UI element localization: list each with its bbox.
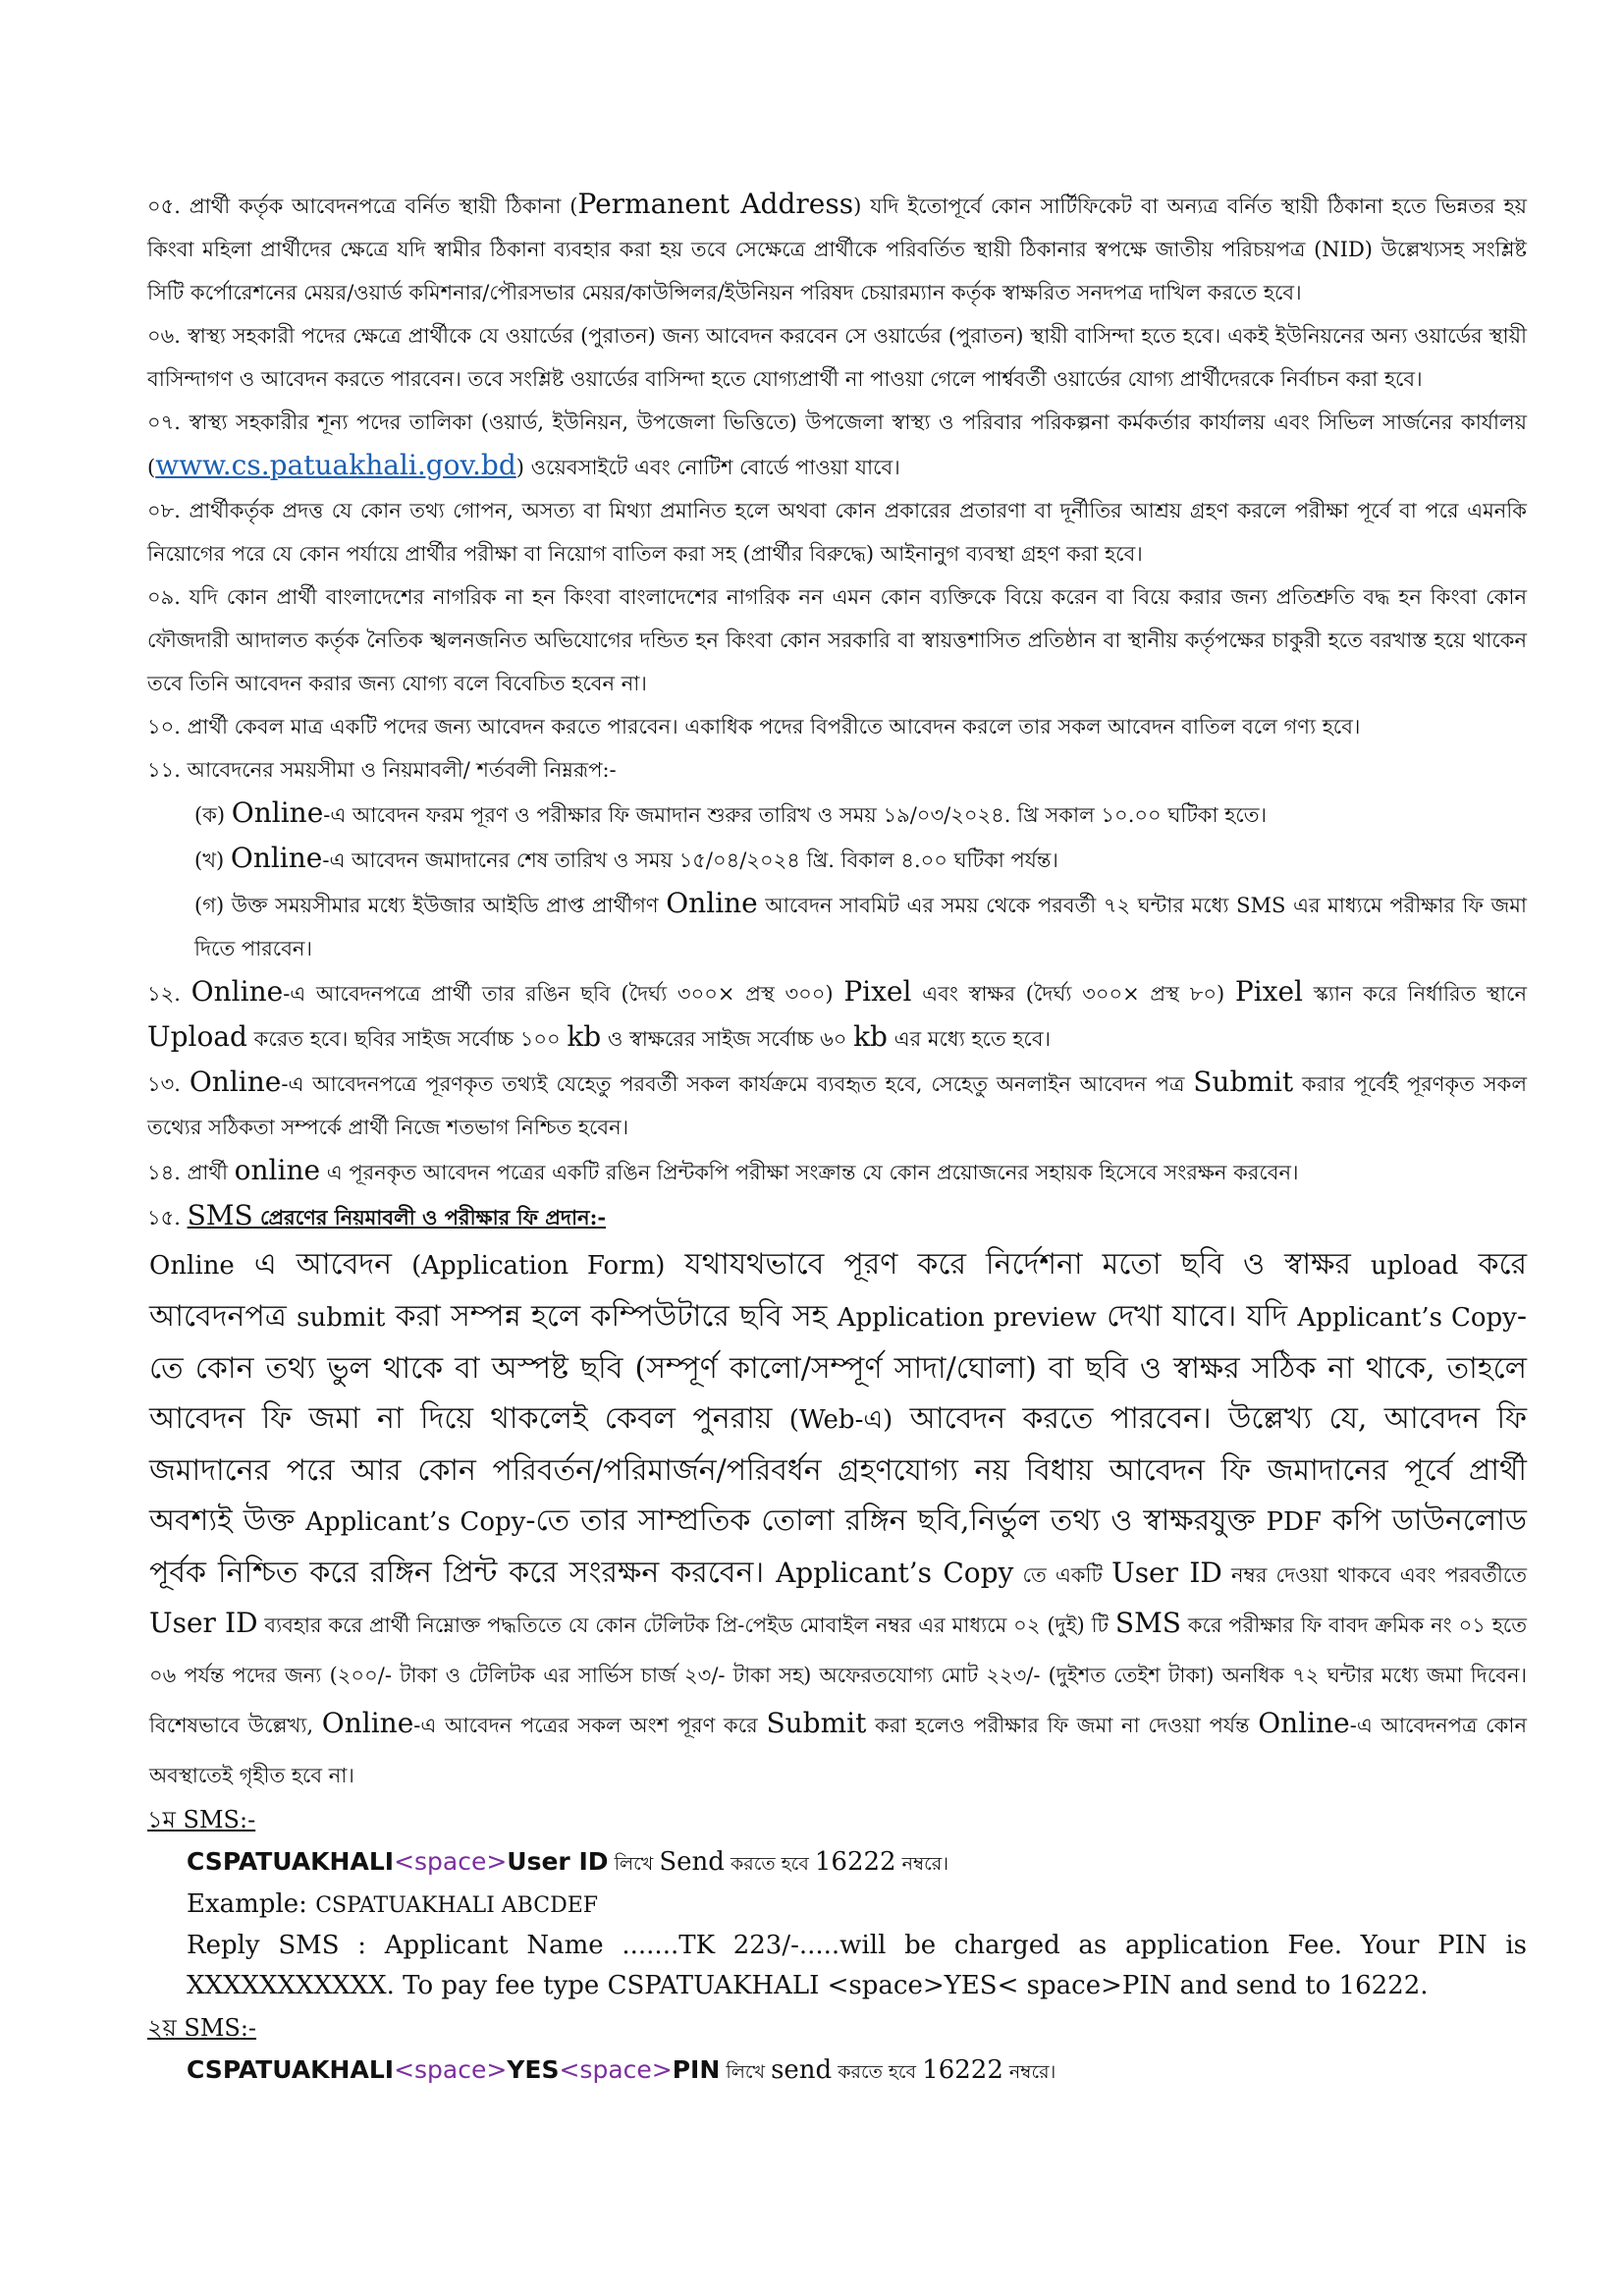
clause-11-kha-label: (খ) [194, 848, 231, 872]
clause-14 [147, 1149, 1527, 1194]
clause-15-num: ১৫. [147, 1206, 188, 1230]
clause-11-title: ১১. আবেদনের সময়সীমা ও নিয়মাবলী/ শর্তবলী নিম্নরূপ:- [147, 758, 617, 782]
sms1-keyword: CSPATUAKHALI [187, 1847, 395, 1876]
clause-12-num: ১২. [147, 982, 191, 1006]
clause-11-ka [147, 792, 1527, 837]
clause-05-text: ০৫. প্রার্থী কর্তৃক আবেদনপত্রে বর্নিত স্থায়ী ঠিকানা ( [147, 194, 578, 218]
body-latin-1: Online [149, 1251, 235, 1281]
clause-06: ০৬. স্বাস্থ্য সহকারী পদের ক্ষেত্রে প্রার্থীকে যে ওয়ার্ডের (পুরাতন) জন্য আবেদন করবেন সে ওয়ার্ডের (পুরাতন) স্থায়ী বাসিন্দা হতে হবে। একই ইউনিয়নের অন্য ওয়ার্ডের স্থায়ী বাসিন্দাগণ ও আবেদন করতে পারবেন। তবে সংশ্লিষ্ট ওয়ার্ডের বাসিন্দা হতে যোগ্যপ্রার্থী না পাওয়া গেলে পার্শ্ববর্তী ওয়ার্ডের যোগ্য প্রার্থীদেরকে নির্বাচন করা হবে। [147, 324, 1527, 391]
clause-15-title-text: প্রেরণের নিয়মাবলী ও পরীক্ষার ফি প্রদান:- [252, 1205, 607, 1230]
sms2-command [187, 2050, 1527, 2093]
clause-12-text-4: করেত হবে। ছবির সাইজ সর্বোচ্চ ১০০ [246, 1027, 568, 1051]
body-online-2: Online [1258, 1707, 1350, 1739]
body-latin-3: upload [1370, 1251, 1459, 1281]
body-latin-4: submit [297, 1303, 386, 1333]
clause-12-text-3: স্ক্যান করে নির্ধারিত স্থানে [1303, 982, 1528, 1006]
clause-12-kb-1: kb [567, 1020, 602, 1053]
sms1-example [187, 1885, 1527, 1926]
sms2-heading-num: ২য় [147, 2014, 185, 2042]
clause-05-latin: Permanent Address [577, 188, 854, 220]
body-online-1: Online [321, 1707, 414, 1739]
sms1-command [187, 1841, 1527, 1885]
sms1-number: 16222 [814, 1847, 896, 1877]
sms1-example-value: CSPATUAKHALI ABCDEF [315, 1893, 599, 1918]
sms2-heading-sms: SMS [184, 2014, 241, 2042]
clause-15-body [147, 1239, 1527, 1798]
clause-14-online: online [234, 1154, 321, 1186]
body-latin-6: Applicant’s Copy [1297, 1303, 1517, 1333]
clause-12 [147, 970, 1527, 1061]
sms2-text-1: লিখে [720, 2061, 772, 2083]
clause-11-ka-label: (ক) [194, 803, 232, 827]
sms1-text-1: লিখে [608, 1853, 660, 1875]
clause-15-sms: SMS [187, 1199, 253, 1231]
sms2-heading-colon: :- [240, 2014, 257, 2042]
sms2-block [147, 2050, 1527, 2093]
clause-12-text-5: ও স্বাক্ষরের সাইজ সর্বোচ্চ ৬০ [601, 1027, 854, 1051]
sms1-send: Send [659, 1847, 725, 1877]
body-latin-5: Application preview [837, 1303, 1097, 1333]
body-text-8: -তে তার সাম্প্রতিক তোলা রঙ্গিন ছবি,নির্ভুল তথ্য ও স্বাক্ষরযুক্ত [525, 1503, 1267, 1538]
clause-07-text-end: ) ওয়েবসাইটে এবং নোটিশ বোর্ডে পাওয়া যাবে। [515, 456, 900, 479]
body-latin-9: PDF [1266, 1507, 1322, 1537]
body-text-4: করা সম্পন্ন হলে কম্পিউটারে ছবি সহ [385, 1299, 838, 1334]
clause-07 [147, 401, 1527, 489]
clause-12-text-6: এর মধ্যে হতে হবে। [887, 1027, 1052, 1051]
body-text-9: কপি ডাউনলোড পূর্বক নিশ্চিত করে রঙ্গিন প্রিন্ট করে সংরক্ষন করবেন। [149, 1503, 1527, 1590]
body-latin-8: Applicant’s Copy [305, 1507, 526, 1537]
clause-12-text-2: এবং স্বাক্ষর (দৈর্ঘ্য ৩০০× প্রস্থ ৮০) [911, 982, 1235, 1006]
body-user-id-2: User ID [149, 1607, 258, 1639]
body-text-1: এ আবেদন [234, 1247, 412, 1282]
clause-11-ga-online: Online [666, 887, 758, 919]
clause-11-kha-online: Online [230, 842, 323, 874]
clause-15-heading [147, 1194, 1527, 1239]
body-text-6: -তে কোন তথ্য ভুল থাকে বা অস্পষ্ট ছবি (সম্পূর্ণ কালো/সম্পূর্ণ সাদা/ঘোলা) বা ছবি ও স্বাক্ষর সঠিক না থাকে, তাহলে আবেদন ফি জমা না দিয়ে থাকলেই কেবল পুনরায় [149, 1299, 1528, 1436]
sms1-heading-colon: :- [240, 1806, 256, 1833]
clause-09: ০৯. যদি কোন প্রার্থী বাংলাদেশের নাগরিক না হন কিংবা বাংলাদেশের নাগরিক নন এমন কোন ব্যক্তিকে বিয়ে করেন বা বিয়ে করার জন্য প্রতিশ্রুতি বদ্ধ হন কিংবা কোন ফৌজদারী আদালত কর্তৃক নৈতিক স্খলনজনিত অভিযোগের দন্ডিত হন কিংবা কোন সরকারি বা স্বায়ত্তশাসিত প্রতিষ্ঠান বা স্থানীয় কর্তৃপক্ষের চাকুরী হতে বরখাস্ত হয়ে থাকেন তবে তিনি আবেদন করার জন্য যোগ্য বলে বিবেচিত হবেন না। [147, 585, 1527, 695]
body-latin-2: (Application Form) [411, 1251, 666, 1281]
body-latin-7: (Web-এ) [788, 1405, 893, 1435]
body-small-3: ব্যবহার করে প্রার্থী নিম্নোক্ত পদ্ধতিতে যে কোন টেলিটক প্রি-পেইড মোবাইল নম্বর এর মাধ্যমে ০২ (দুই) টি [257, 1613, 1115, 1637]
clause-14-text-2: এ পূরনকৃত আবেদন পত্রের একটি রঙিন প্রিন্টকপি পরীক্ষা সংক্রান্ত যে কোন প্রয়োজনের সহায়ক হিসেবে সংরক্ষন করবেন। [320, 1161, 1299, 1184]
body-text-2: যথাযথভাবে পূরণ করে নির্দেশনা মতো ছবি ও স্বাক্ষর [665, 1247, 1371, 1282]
clause-13-submit: Submit [1193, 1066, 1294, 1098]
body-text-7: আবেদন করতে পারবেন। উল্লেখ্য যে, আবেদন ফি জমাদানের পরে আর কোন পরিবর্তন/পরিমার্জন/পরিবর্ধন গ্রহণযোগ্য নয় বিধায় আবেদন ফি জমাদানের পূর্বে প্রার্থী অবশ্যই উক্ত [149, 1401, 1527, 1538]
body-latin-10: Applicant’s Copy [776, 1557, 1014, 1589]
clause-11-kha-text: -এ আবেদন জমাদানের শেষ তারিখ ও সময় ১৫/০৪/২০২৪ খ্রি. বিকাল ৪.০০ ঘটিকা পর্যন্ত। [322, 848, 1058, 872]
sms2-pin: PIN [672, 2055, 721, 2084]
website-link[interactable]: www.cs.patuakhali.gov.bd [155, 449, 516, 481]
body-submit: Submit [766, 1707, 867, 1739]
body-small-1: তে একটি [1013, 1563, 1112, 1587]
sms2-text-3: নম্বরে। [1002, 2061, 1056, 2083]
sms2-send: send [771, 2055, 833, 2085]
clause-13 [147, 1061, 1527, 1149]
body-text-3: করে আবেদনপত্র [149, 1247, 1527, 1334]
sms1-heading-num: ১ম [147, 1806, 184, 1833]
sms1-example-sep: : [298, 1889, 316, 1919]
clause-13-text-2: করার পূর্বেই পূরণকৃত সকল তথ্যের সঠিকতা সম্পর্কে প্রার্থী নিজে শতভাগ নিশ্চিত হবেন। [147, 1072, 1527, 1139]
clause-12-kb-2: kb [853, 1020, 888, 1053]
sms2-space-token-2: <space> [559, 2055, 673, 2084]
clause-12-upload: Upload [147, 1020, 247, 1053]
sms1-text-2: করতে হবে [724, 1853, 815, 1875]
sms2-keyword: CSPATUAKHALI [187, 2055, 395, 2084]
clause-11-ga-text: আবেদন সাবমিট এর সময় থেকে পরবর্তী ৭২ ঘন্টার মধ্যে SMS এর মাধ্যমে পরীক্ষার ফি জমা দিতে পারবেন। [194, 894, 1527, 960]
clause-07-text: ০৭. স্বাস্থ্য সহকারীর শূন্য পদের তালিকা (ওয়ার্ড, ইউনিয়ন, উপজেলা ভিত্তিতে) উপজেলা স্বাস্থ্য ও পরিবার পরিকল্পনা কর্মকর্তার কার্যালয় এবং সিভিল সার্জনের কার্যালয় ( [147, 410, 1527, 479]
body-small-6: করা হলেও পরীক্ষার ফি জমা না দেওয়া পর্যন্ত [866, 1714, 1259, 1737]
sms2-text-2: করতে হবে [832, 2061, 923, 2083]
sms1-reply: Reply SMS : Applicant Name .......TK 223/-.....will be charged as application Fee. Your PIN is XXXXXXXXXXX. To pay fee type CSPATUAKHALI <space>YES< space>PIN and send to 16222. [187, 1931, 1527, 2000]
sms1-heading [147, 1798, 1527, 1841]
sms2-heading [147, 2006, 1527, 2050]
sms1-heading-sms: SMS [183, 1806, 240, 1833]
clause-12-pixel-2: Pixel [1234, 975, 1304, 1008]
clause-11-kha [147, 837, 1527, 882]
clause-12-text-1: -এ আবেদনপত্রে প্রার্থী তার রঙিন ছবি (দৈর্ঘ্য ৩০০× প্রস্থ ৩০০) [283, 982, 844, 1006]
clause-13-num: ১৩. [147, 1072, 189, 1096]
clause-11-ga-label: (গ) উক্ত সময়সীমার মধ্যে ইউজার আইডি প্রাপ্ত প্রার্থীগণ [194, 894, 667, 917]
sms1-text-3: নম্বরে। [895, 1853, 949, 1875]
clause-11-ka-online: Online [231, 796, 324, 829]
body-small-7: -এ আবেদনপত্র কোন অবস্থাতেই গৃহীত হবে না। [149, 1714, 1527, 1787]
clause-14-text-1: ১৪. প্রার্থী [147, 1161, 235, 1184]
sms1-example-label: Example [187, 1889, 299, 1919]
clause-05 [147, 183, 1527, 314]
body-sms: SMS [1114, 1607, 1181, 1639]
body-user-id-1: User ID [1111, 1557, 1222, 1589]
clause-12-pixel-1: Pixel [843, 975, 912, 1008]
body-small-5: -এ আবেদন পত্রের সকল অংশ পূরণ করে [413, 1714, 767, 1737]
clause-11-ga [147, 882, 1527, 970]
body-small-4: করে পরীক্ষার ফি বাবদ ক্রমিক নং ০১ হতে ০৬ পর্যন্ত পদের জন্য (২০০/- টাকা ও টেলিটক এর সার্ভিস চার্জ ২৩/- টাকা সহ) অফেরতযোগ্য মোট ২২৩/- (দুইশত তেইশ টাকা) অনধিক ৭২ ঘন্টার মধ্যে জমা দিবেন। বিশেষভাবে উল্লেখ্য, [149, 1613, 1527, 1737]
sms2-yes: YES [507, 2055, 560, 2084]
clause-10: ১০. প্রার্থী কেবল মাত্র একটি পদের জন্য আবেদন করতে পারবেন। একাধিক পদের বিপরীতে আবেদন করলে তার সকল আবেদন বাতিল বলে গণ্য হবে। [147, 715, 1361, 738]
clause-13-online: Online [189, 1066, 282, 1098]
sms2-space-token-1: <space> [394, 2055, 508, 2084]
document-body [147, 183, 1527, 2093]
sms1-block [147, 1841, 1527, 2006]
clause-13-text-1: -এ আবেদনপত্রে পূরণকৃত তথ্যই যেহেতু পরবর্তী সকল কার্যক্রমে ব্যবহৃত হবে, সেহেতু অনলাইন আবেদন পত্র [281, 1072, 1194, 1096]
sms1-user-id: User ID [507, 1847, 609, 1876]
sms1-space-token: <space> [394, 1847, 508, 1876]
clause-05-text-end: ) যদি ইতোপূর্বে কোন সার্টিফিকেট বা অন্যত্র বর্নিত স্থায়ী ঠিকানা হতে ভিন্নতর হয় কিংবা মহিলা প্রার্থীদের ক্ষেত্রে যদি স্বামীর ঠিকানা ব্যবহার করা হয় তবে সেক্ষেত্রে প্রার্থীকে পরিবর্তিত স্থায়ী ঠিকানার স্বপক্ষে জাতীয় পরিচয়পত্র (NID) উল্লেখ্যসহ সংশ্লিষ্ট সিটি কর্পোরেশনের মেয়র/ওয়ার্ড কমিশনার/পৌরসভার মেয়র/কাউন্সিলর/ইউনিয়ন পরিষদ চেয়ারম্যান কর্তৃক স্বাক্ষরিত সনদপত্র দাখিল করতে হবে। [147, 194, 1527, 304]
clause-12-online: Online [190, 975, 284, 1008]
clause-08: ০৮. প্রার্থীকর্তৃক প্রদত্ত যে কোন তথ্য গোপন, অসত্য বা মিথ্যা প্রমানিত হলে অথবা কোন প্রকারের প্রতারণা বা দূর্নীতির আশ্রয় গ্রহণ করলে পরীক্ষা পূর্বে বা পরে এমনকি নিয়োগের পরে যে কোন পর্যায়ে প্রার্থীর পরীক্ষা বা নিয়োগ বাতিল করা সহ (প্রার্থীর বিরুদ্ধে) আইনানুগ ব্যবস্থা গ্রহণ করা হবে। [147, 499, 1527, 566]
body-small-2: নম্বর দেওয়া থাকবে এবং পরবর্তীতে [1221, 1563, 1528, 1587]
body-text-5: দেখা যাবে। যদি [1096, 1299, 1298, 1334]
clause-11-ka-text: -এ আবেদন ফরম পূরণ ও পরীক্ষার ফি জমাদান শুরুর তারিখ ও সময় ১৯/০৩/২০২৪. খ্রি সকাল ১০.০০ ঘটিকা হতে। [323, 803, 1267, 827]
clause-15-title [187, 1199, 607, 1231]
sms2-number: 16222 [922, 2055, 1003, 2085]
